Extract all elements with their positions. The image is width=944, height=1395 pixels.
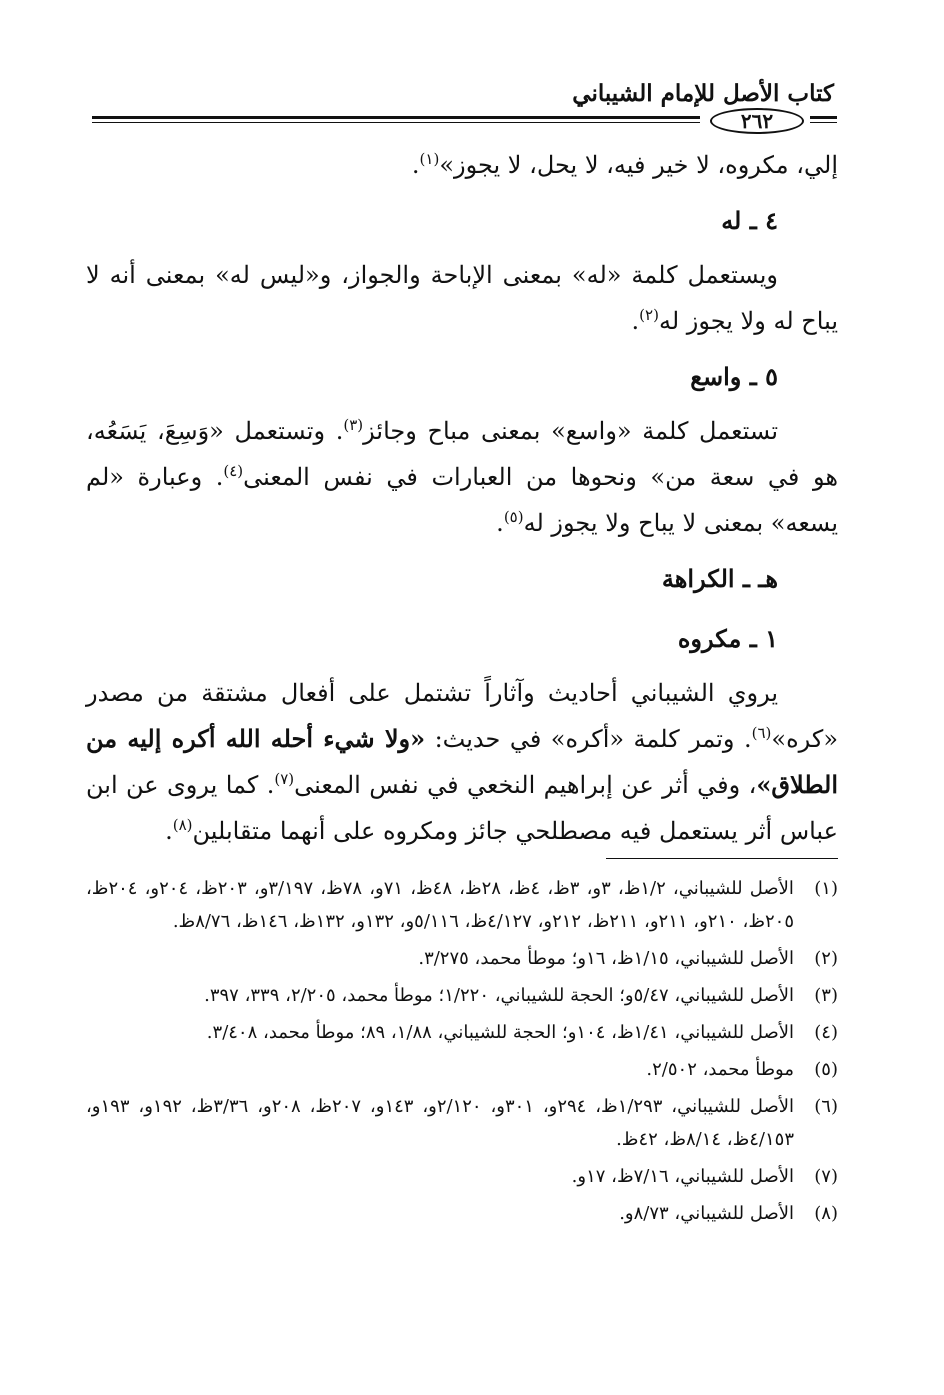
footnote-text: الأصل للشيباني، ٥/٤٧و؛ الحجة للشيباني، ١/٢٢٠؛ موطأ محمد، ٢/٢٠٥، ٣٣٩، ٣٩٧. bbox=[204, 985, 794, 1006]
footnote-text: الأصل للشيباني، ١/١٥ظ، ١٦و؛ موطأ محمد، ٣/٢٧٥. bbox=[418, 948, 794, 969]
paragraph-text: ، وفي أثر عن إبراهيم النخعي في نفس المعنى bbox=[294, 771, 757, 799]
page-number: ٢٦٢ bbox=[710, 108, 804, 134]
paragraph-text: تستعمل كلمة «واسع» بمعنى مباح وجائز bbox=[363, 417, 779, 445]
footnote-ref[interactable]: (٤) bbox=[223, 462, 244, 480]
footnote-ref[interactable]: (٨) bbox=[172, 816, 193, 834]
hadith-quote: «ولا شيء أحله الله أكره إليه من الطلاق» bbox=[86, 724, 838, 799]
paragraph-text: يروي الشيباني أحاديث وآثاراً تشتمل على أفعال مشتقة من مصدر «كره» bbox=[86, 679, 839, 753]
footnote-ref[interactable]: (٦) bbox=[751, 724, 772, 742]
subheading-5: ٥ ـ واسع bbox=[690, 362, 778, 391]
running-title: كتاب الأصل للإمام الشيباني bbox=[572, 80, 834, 107]
footnote-ref[interactable]: (١) bbox=[419, 150, 440, 168]
main-text bbox=[86, 142, 838, 854]
footnotes bbox=[86, 872, 838, 1234]
subheading-1: ١ ـ مكروه bbox=[677, 624, 778, 653]
footnote-number: (٢) bbox=[814, 948, 838, 969]
footnote-item bbox=[86, 942, 838, 975]
paragraph-text: إلي، مكروه، لا خير فيه، لا يحل، لا يجوز» bbox=[439, 151, 838, 179]
paragraph-text: . وتمر كلمة «أكره» في حديث: bbox=[425, 725, 752, 753]
footnote-item bbox=[86, 979, 838, 1012]
footnote-item bbox=[86, 1197, 838, 1230]
footnote-number: (٧) bbox=[814, 1166, 838, 1187]
footnote-item bbox=[86, 872, 838, 938]
footnote-number: (٨) bbox=[814, 1203, 838, 1224]
paragraph-text: ويستعمل كلمة «له» بمعنى الإباحة والجواز، و«ليس له» بمعنى أنه لا يباح له ولا يجوز له bbox=[86, 261, 838, 335]
footnote-separator bbox=[606, 858, 838, 859]
footnote-number: (٥) bbox=[814, 1059, 838, 1080]
footnote-item bbox=[86, 1016, 838, 1049]
paragraph-4: ويستعمل كلمة «له» بمعنى الإباحة والجواز، و«ليس له» بمعنى أنه لا يباح له ولا يجوز له$^{(٢)}$. bbox=[86, 261, 838, 335]
footnote-ref[interactable]: (٢) bbox=[639, 306, 659, 324]
footnote-text: الأصل للشيباني، ٨/٧٣و. bbox=[619, 1203, 794, 1224]
footnote-item bbox=[86, 1160, 838, 1193]
footnote-ref[interactable]: (٣) bbox=[343, 416, 364, 434]
footnote-text: موطأ محمد، ٢/٥٠٢. bbox=[646, 1059, 794, 1080]
footnote-number: (٣) bbox=[814, 985, 838, 1006]
footnote-text: الأصل للشيباني، ١/٤١ظ، ١٠٤و؛ الحجة للشيباني، ١/٨٨، ٨٩؛ موطأ محمد، ٣/٤٠٨. bbox=[206, 1022, 794, 1043]
footnote-ref[interactable]: (٥) bbox=[503, 508, 524, 526]
paragraph-intro: إلي، مكروه، لا خير فيه، لا يحل، لا يجوز»$^{(١)}$. bbox=[411, 150, 838, 179]
footnote-text: الأصل للشيباني، ٧/١٦ظ، ١٧و. bbox=[571, 1166, 794, 1187]
footnote-ref[interactable]: (٧) bbox=[274, 770, 295, 788]
paragraph-1: يروي الشيباني أحاديث وآثاراً تشتمل على أفعال مشتقة من مصدر «كره»$^{(٦)}$. وتمر كلمة «أكره» في حديث: «ولا شيء أحله الله أكره إليه من الطلاق»، وفي أثر عن إبراهيم النخعي في نفس المعنى$^{(٧)}$. كما يروى عن ابن عباس أثر يستعمل فيه مصطلحي جائز ومكروه على أنهما متقابلين$^{(٨)}$. bbox=[86, 679, 839, 845]
footnote-text: الأصل للشيباني، ١/٢ظ، ٣و، ٣ظ، ٤ظ، ٢٨ظ، ٤٨ظ، ٧١و، ٧٨ظ، ٣/١٩٧و، ٢٠٣ظ، ٢٠٤و، ٢٠٤ظ، ٢٠٥ظ، ٢١٠و، ٢١١و، ٢١١ظ، ٢١٢و، ٤/١٢٧ظ، ٥/١١٦و، ١٣٢و، ١٣٢ظ، ١٤٦ظ، ٨/٧٦ظ. bbox=[86, 878, 794, 932]
paragraph-text: . كما يروى عن ابن عباس أثر يستعمل فيه مصطلحي جائز ومكروه على أنهما متقابلين bbox=[86, 771, 838, 845]
footnote-item bbox=[86, 1090, 838, 1156]
footnote-item bbox=[86, 1053, 838, 1086]
footnote-number: (٦) bbox=[814, 1096, 838, 1117]
subheading-4: ٤ ـ له bbox=[721, 206, 778, 235]
footnote-text: الأصل للشيباني، ١/٢٩٣ظ، ٢٩٤و، ٣٠١و، ٢/١٢٠و، ١٤٣و، ٢٠٧ظ، ٢٠٨و، ٣/٣٦ظ، ١٩٢و، ١٩٣و، ٤/١٥٣ظ، ٨/١٤ظ، ٤٢ظ. bbox=[86, 1096, 795, 1150]
footnote-number: (١) bbox=[814, 878, 838, 899]
paragraph-text: . وتستعمل «وَسِعَ، يَسَعُه، هو في سعة من» ونحوها من العبارات في نفس المعنى bbox=[86, 417, 838, 491]
paragraph-5: تستعمل كلمة «واسع» بمعنى مباح وجائز$^{(٣)}$. وتستعمل «وَسِعَ، يَسَعُه، هو في سعة من» ونحوها من العبارات في نفس المعنى$^{(٤)}$. وعبارة «لم يسعه» بمعنى لا يباح ولا يجوز له$^{(٥)}$. bbox=[86, 416, 838, 537]
footnote-number: (٤) bbox=[814, 1022, 838, 1043]
paragraph-text: . وعبارة «لم يسعه» بمعنى لا يباح ولا يجوز له bbox=[86, 463, 838, 537]
section-heading-karaha: هـ ـ الكراهة bbox=[661, 564, 778, 593]
